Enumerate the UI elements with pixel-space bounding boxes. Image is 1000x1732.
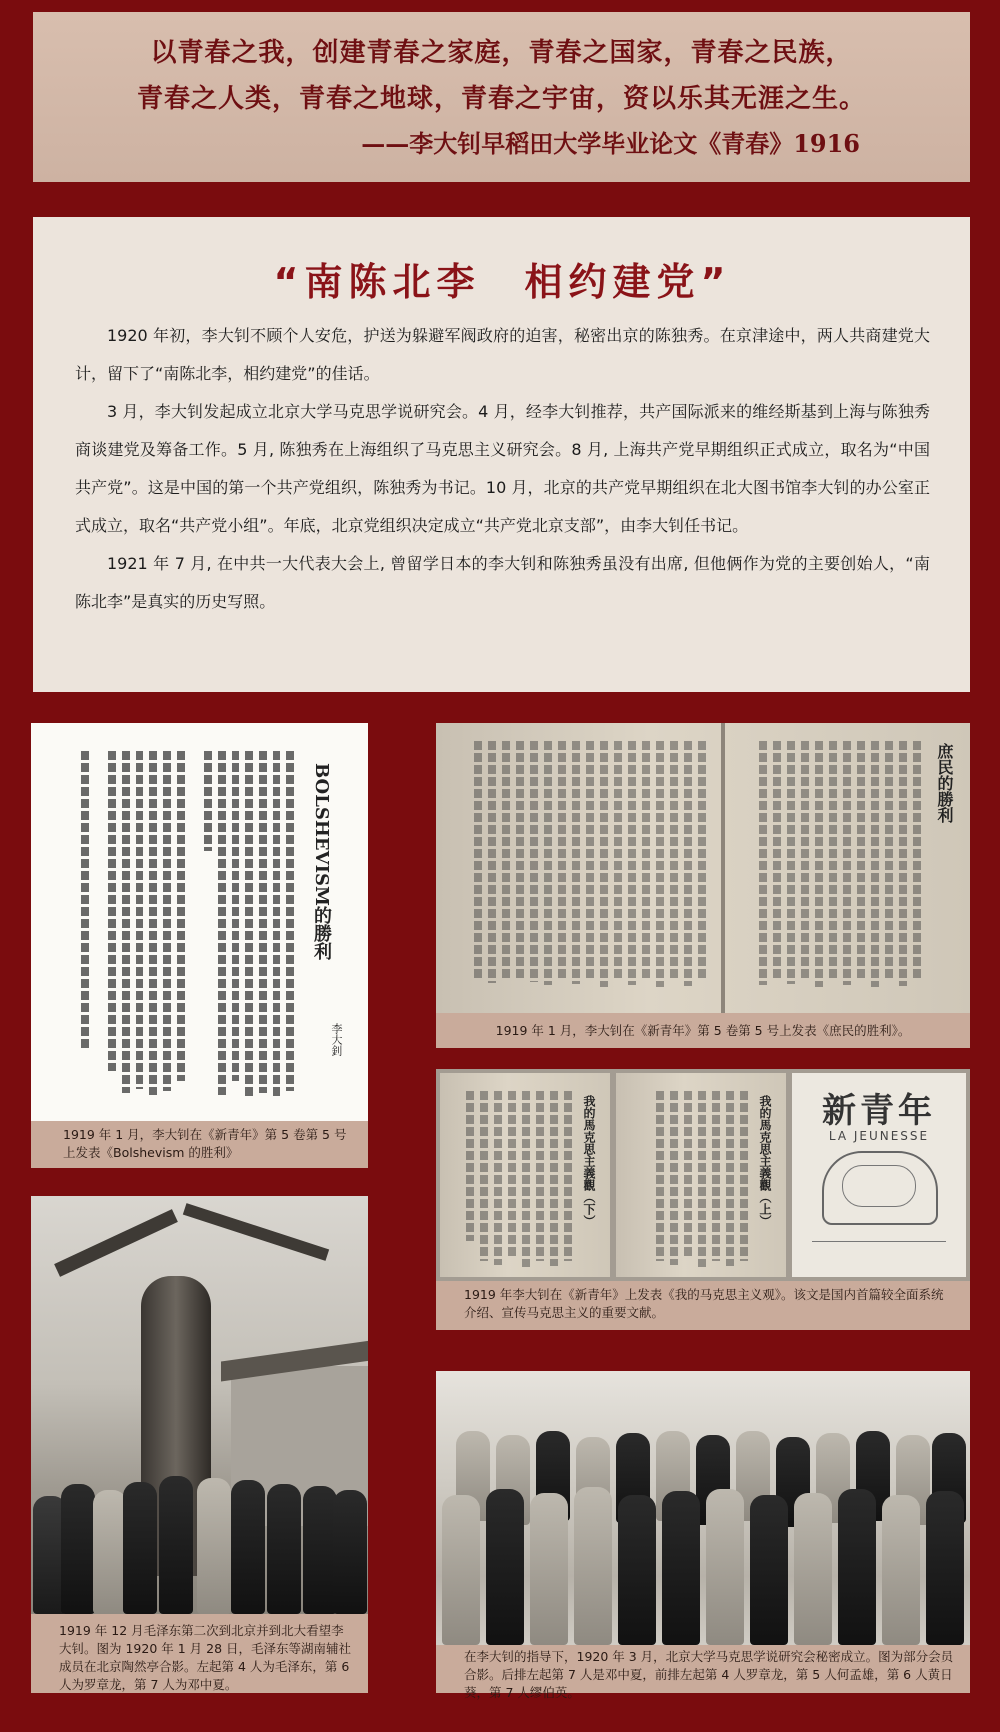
quote-banner [33, 12, 970, 182]
shumin-left-columns [456, 741, 706, 991]
marxism-caption: 1919 年李大钊在《新青年》上发表《我的马克思主义观》。该文是国内首篇较全面系统介绍、宣传马克思主义的重要文献。 [464, 1287, 944, 1320]
article-paragraph-2: 3 月，李大钊发起成立北京大学马克思学说研究会。4 月，经李大钊推荐，共产国际派来的维经斯基到上海与陈独秀商谈建党及筹备工作。5 月, 陈独秀在上海组织了马克思主义研究会。8 月, 上海共产党早期组织正式成立，取名为“中国共产党”。这是中国的第一个共产党组织，陈独秀为书记。10 月，北京的共产党早期组织在北大图书馆李大钊的办公室正式成立，取名“共产党小组”。年底，北京党组织决定成立“共产党北京支部”，由李大钊任书记。 [75, 402, 930, 535]
quote-source: ——李大钊早稻田大学毕业论文《青春》1916 [361, 129, 860, 158]
bolshevism-card [31, 723, 368, 1168]
quote-line-1: 以青春之我，创建青春之家庭，青春之国家，青春之民族， [150, 38, 853, 68]
cover-bottom-rule [812, 1241, 946, 1242]
article-title: “南陈北李 相约建党” [273, 260, 732, 304]
marxism-pages-image [436, 1069, 970, 1281]
front-row-people [436, 1475, 970, 1645]
quote-line-2: 青春之人类，青春之地球，青春之宇宙，资以乐其无涯之生。 [136, 84, 866, 114]
xinqingnian-cover [792, 1073, 966, 1277]
marxism-page-b [616, 1073, 786, 1277]
article-panel [33, 217, 970, 692]
marx-society-group-photo [436, 1371, 970, 1645]
bolshevism-text-columns [81, 751, 294, 1101]
shumin-page-title: 庶民的勝利 [935, 743, 954, 823]
society-photo-card [436, 1371, 970, 1700]
cover-subtitle: LA JEUNESSE [828, 1129, 930, 1143]
marxism-page-b-title: 我的馬克思主義觀（上） [758, 1095, 772, 1227]
cover-ornament-inner [842, 1165, 916, 1207]
marxism-page-a-title: 我的馬克思主義觀（下） [582, 1095, 596, 1227]
bolshevism-page-image [31, 723, 368, 1121]
mao-photo-caption: 1919 年 12 月毛泽东第二次到北京并到北大看望李大钊。图为 1920 年 1 月 28 日，毛泽东等湖南辅社成员在北京陶然亭合影。左起第 4 人为毛泽东，第 6 人为罗章龙，第 7 人为邓中夏。 [59, 1623, 352, 1692]
bolshevism-page-title: BOLSHEVISM的勝利 [311, 763, 332, 960]
marxism-card [436, 1069, 970, 1330]
shumin-card [436, 723, 970, 1048]
tree-branch-left [54, 1209, 178, 1277]
article-paragraph-3: 1921 年 7 月, 在中共一大代表大会上, 曾留学日本的李大钊和陈独秀虽没有出席, 但他俩作为党的主要创始人，“南陈北李”是真实的历史写照。 [75, 554, 930, 611]
shumin-caption: 1919 年 1 月，李大钊在《新青年》第 5 卷第 5 号上发表《庶民的胜利》。 [495, 1023, 911, 1038]
shumin-page-image [436, 723, 970, 1013]
mao-photo-card [31, 1196, 368, 1693]
bolshevism-page-author: 李大釗 [330, 1023, 343, 1056]
tree-branch-right [183, 1203, 329, 1261]
shumin-right-columns [741, 741, 921, 991]
article-paragraph-1: 1920 年初，李大钊不顾个人安危，护送为躲避军阀政府的迫害，秘密出京的陈独秀。在京津途中，两人共商建党大计，留下了“南陈北李，相约建党”的佳话。 [75, 326, 930, 383]
society-photo-caption: 在李大钊的指导下，1920 年 3 月，北京大学马克思学说研究会秘密成立。图为部分会员合影。后排左起第 7 人是邓中夏，前排左起第 4 人罗章龙，第 5 人何孟雄，第 6 人黄日葵，第 7 人缪伯英。 [464, 1649, 954, 1700]
group-people [31, 1444, 368, 1614]
cover-title: 新青年 [822, 1091, 936, 1131]
bolshevism-caption: 1919 年 1 月，李大钊在《新青年》第 5 卷第 5 号上发表《Bolshevism 的胜利》 [63, 1127, 347, 1160]
marxism-page-a [440, 1073, 610, 1277]
taoranting-group-photo [31, 1196, 368, 1614]
